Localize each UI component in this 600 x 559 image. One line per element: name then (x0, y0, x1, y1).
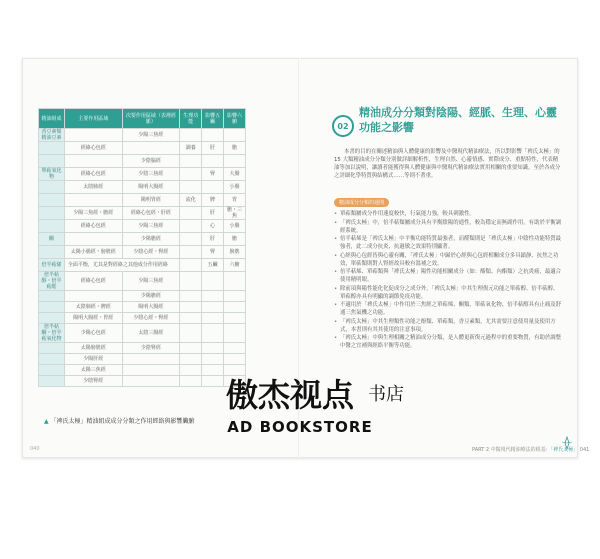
table-row (39, 324, 246, 343)
list-item: • 「裨氏太極」中，倍半萜類屬成分具有平衡陰陽的通性，較為穩定而無副作用，有助於平衡調經系統。 (334, 219, 562, 235)
rules-list (334, 210, 562, 351)
group-cell (39, 207, 65, 220)
table-cell (202, 129, 224, 142)
table-cell (202, 354, 224, 365)
table-cell: 肝 (202, 142, 224, 155)
group-cell: 倍半萜酮・倍半萜氧化物 (39, 324, 65, 343)
table-cell (202, 365, 224, 376)
table-header-row (39, 109, 246, 129)
table-cell: 太陽小腸經・膀胱經 (64, 246, 122, 259)
table-cell (64, 233, 122, 246)
table-row (39, 376, 246, 387)
table-row (39, 272, 246, 291)
group-cell: 倍半萜烯 (39, 259, 65, 272)
table-row (39, 365, 246, 376)
table-header: 影響五臟 (202, 109, 224, 129)
footer-part: PART 2 (472, 447, 490, 453)
table-cell (224, 302, 246, 313)
table-cell (180, 272, 202, 291)
table-cell: 陽明大腸經 (122, 181, 180, 194)
table-cell: 少陰腎經 (122, 343, 180, 354)
group-cell (39, 155, 65, 168)
table-cell (180, 343, 202, 354)
group-cell: 倍半萜醇・倍半萜醛 (39, 272, 65, 291)
table-cell: 陽明大腸經・胃經 (64, 313, 122, 324)
table-row (39, 233, 246, 246)
table-row (39, 354, 246, 365)
group-cell: 酮 (39, 233, 65, 246)
table-cell (202, 324, 224, 343)
table-cell: 經絡心包經 (64, 220, 122, 233)
table-header: 主要作用區域 (64, 109, 122, 129)
table-cell (180, 181, 202, 194)
list-item: • 「裨氏太極」中其生理類性功能之酚類、單萜類，香豆素類，尤其需要注意使用量及使用方式，本書則有其其使用的注意事項。 (334, 318, 562, 334)
table-cell: 五臟 (202, 259, 224, 272)
list-item: • 倍半萜烯、單萜類與「裨氏太極」陽性功能相關成分（如：酯類、內酯類）之抗炎癌，最適合使用精明眼。 (334, 268, 562, 284)
group-cell (39, 194, 65, 207)
table-cell: 陽明胃經 (122, 194, 180, 207)
table-row (39, 142, 246, 155)
table-cell: 經絡心包經 (64, 168, 122, 181)
table-cell: 腎 (202, 168, 224, 181)
table-cell: 少陽心包經 (64, 324, 122, 343)
table-header: 生理功能 (180, 109, 202, 129)
table-cell: 少陰腦經 (122, 155, 180, 168)
group-cell (39, 343, 65, 354)
table-cell: 經絡心包經・肝經 (122, 207, 180, 220)
table-row (39, 129, 246, 142)
table-cell (202, 272, 224, 291)
table-header: 次要作用區域（表裡經脈） (122, 109, 180, 129)
svg-text:书店: 书店 (368, 384, 404, 405)
list-item: • 心經與心包經皆與心靈有關，「裨氏太極」中歸於心經與心包經相關成分多具鎮靜、抗焦之功效，單萜類則對人腎經故具較有溫補之效。 (334, 252, 562, 268)
table-cell: 少陽肝經 (64, 354, 122, 365)
table-cell (202, 313, 224, 324)
group-cell (39, 291, 65, 302)
page-number-right: 041 (579, 447, 590, 453)
table-cell (180, 233, 202, 246)
group-cell (39, 313, 65, 324)
group-cell (39, 376, 65, 387)
table-cell (122, 142, 180, 155)
table-cell: 太陰肺經 (64, 181, 122, 194)
meridian-table (38, 108, 246, 387)
group-cell: 單萜氧化物 (39, 168, 65, 181)
table-cell (122, 354, 180, 365)
table-cell (180, 155, 202, 168)
table-cell (180, 168, 202, 181)
table-cell: 胃 (224, 194, 246, 207)
table-row (39, 220, 246, 233)
table-cell (180, 324, 202, 343)
table-cell: 太陽膀胱經 (64, 343, 122, 354)
table-row (39, 343, 246, 354)
list-item: • 「裨氏太極」中與生理相關之精油成分分類，是人體更新復元過程中的重要物質，有助於調整中醫之宜補與經絡平衡等功能。 (334, 334, 562, 350)
table-cell (180, 313, 202, 324)
table-cell (224, 354, 246, 365)
table-cell: 陽明大腸經 (122, 302, 180, 313)
caption-marker: ▲ (44, 418, 49, 425)
table-cell (224, 313, 246, 324)
bookstore-watermark-text: AD BOOKSTORE (227, 418, 373, 436)
table-row (39, 168, 246, 181)
group-cell (39, 302, 65, 313)
table-cell: 少陽三焦經 (122, 220, 180, 233)
table-cell (202, 155, 224, 168)
table-cell (122, 376, 180, 387)
group-cell: 香豆素類精油豆素 (39, 129, 65, 142)
table-row (39, 155, 246, 168)
svg-text:傲杰视点: 傲杰视点 (226, 376, 355, 412)
list-item: • 單萜類屬成分作用速度較快，行氣能力強，較具刺激性。 (334, 210, 562, 218)
table-cell (122, 365, 180, 376)
table-cell (180, 354, 202, 365)
table-cell: 少陽三焦經 (122, 129, 180, 142)
table-cell (180, 376, 202, 387)
section-title: 精油成分分類對陰陽、經脈、生理、心靈功能之影響 (359, 106, 557, 134)
table-cell (64, 194, 122, 207)
table-row (39, 194, 246, 207)
table-cell: 肝 (202, 233, 224, 246)
table-cell: 腎 (202, 246, 224, 259)
table-cell: 六腑 (224, 259, 246, 272)
table-cell: 流化 (180, 194, 202, 207)
table-cell (202, 291, 224, 302)
group-cell (39, 220, 65, 233)
table-cell (180, 220, 202, 233)
table-cell (64, 291, 122, 302)
table-cell: 脾 (202, 194, 224, 207)
table-cell (224, 365, 246, 376)
rules-tag: 精油成分分類的通則 (334, 198, 389, 207)
section-number-badge: 02 (332, 115, 354, 137)
table-cell: 小腸 (224, 220, 246, 233)
table-row (39, 246, 246, 259)
group-cell (39, 142, 65, 155)
table-cell: 太陽三焦經 (64, 365, 122, 376)
table-cell (224, 155, 246, 168)
table-caption (44, 416, 195, 425)
table-cell: 少陽三焦經 (122, 272, 180, 291)
table-row (39, 302, 246, 313)
table-row (39, 259, 246, 272)
list-item: • 倍半萜烯是「裨氏太極」中平衡功能特質最強者，而醛類則是「裨氏太極」中陰性功能特質最強者，此二成分抗炎、抗過敏之效果特別顯著。 (334, 235, 562, 251)
table-cell (64, 129, 122, 142)
table-cell (180, 291, 202, 302)
table-row (39, 313, 246, 324)
table-cell: 膽 (224, 142, 246, 155)
caption-text: 「裨氏太極」精油組成成分分類之作用經絡與影響臟腑 (50, 418, 195, 425)
bookstore-watermark-logo (226, 376, 436, 412)
table-header: 精油組成 (39, 109, 65, 129)
footer-highlight: 「裨氏太極」 (550, 447, 579, 453)
footer-title: 中醫現代精油療法的根基： (490, 447, 551, 453)
table-cell (180, 302, 202, 313)
list-item: • 除前項與陽性能化化促成分之成分外，「裨氏太極」中其生理復元功能之單萜醇、倍半萜醇、單萜醇亦具有明顯的調節免疫功能。 (334, 285, 562, 301)
table-cell (180, 365, 202, 376)
table-row (39, 291, 246, 302)
table-cell (224, 129, 246, 142)
table-cell: 少陰心經・腎經 (122, 313, 180, 324)
table-cell (224, 291, 246, 302)
table-cell (180, 246, 202, 259)
table-cell: 大腸 (224, 168, 246, 181)
table-cell: 膀胱 (224, 246, 246, 259)
table-cell: 少陽三焦經・膽經 (64, 207, 122, 220)
table-cell: 少陽膽經 (122, 233, 180, 246)
table-cell: 太陰肺經・脾經 (64, 302, 122, 313)
table-cell: 少陰心經・腎經 (122, 246, 180, 259)
table-row (39, 181, 246, 194)
list-item: • 不適用於「裨氏太極」中作用於三焦經之單萜烯、酮類、單萜氧化物、倍半萜醇具有止痛及舒通三焦氣機之功能。 (334, 301, 562, 317)
table-cell: 少陰三焦經 (122, 168, 180, 181)
table-cell: 太陰三腸經 (122, 324, 180, 343)
group-cell (39, 354, 65, 365)
table-cell: 肝 (202, 207, 224, 220)
table-cell (224, 324, 246, 343)
table-cell (64, 155, 122, 168)
table-row (39, 207, 246, 220)
page-number-left: 040 (30, 446, 40, 452)
table-cell (224, 272, 246, 291)
leaf-ornament-icon (560, 436, 574, 450)
table-cell: 調養 (180, 142, 202, 155)
table-header: 影響六腑 (224, 109, 246, 129)
intro-paragraph: 本書的目的在闡述精油與人體健康的影響及中醫現代精油療法，所以對影響「裨氏太極」的 15 大類精油成分分類分別做詳細解析性，生理自然、心靈情感、實際成分、重點特性，代表精油等加以說明，讓讀者能獲得與人體健康與中醫現代精油療法實用相關的重要知識，至於各成分之評細化學特質與結構式……等則不著重。 (334, 149, 561, 179)
group-cell (39, 365, 65, 376)
table-cell (202, 343, 224, 354)
table-cell: 膽・三焦 (224, 207, 246, 220)
table-cell: 膽 (224, 233, 246, 246)
table-cell: 小腸 (224, 181, 246, 194)
table-cell (180, 207, 202, 220)
table-cell (202, 181, 224, 194)
table-cell: 經絡心包經 (64, 142, 122, 155)
table-cell: 少陽膽經 (122, 291, 180, 302)
table-cell: 經絡心包經 (64, 272, 122, 291)
intro-text (334, 148, 562, 181)
group-cell (39, 246, 65, 259)
table-cell (202, 376, 224, 387)
table-cell: 少陰腎經 (64, 376, 122, 387)
table-cell (224, 343, 246, 354)
table-cell (202, 302, 224, 313)
group-cell (39, 181, 65, 194)
table-cell (180, 259, 202, 272)
table-cell: 全面平衡，尤其是對經絡之其他成分作用經絡 (64, 259, 179, 272)
table-cell: 心 (202, 220, 224, 233)
table-cell (180, 129, 202, 142)
